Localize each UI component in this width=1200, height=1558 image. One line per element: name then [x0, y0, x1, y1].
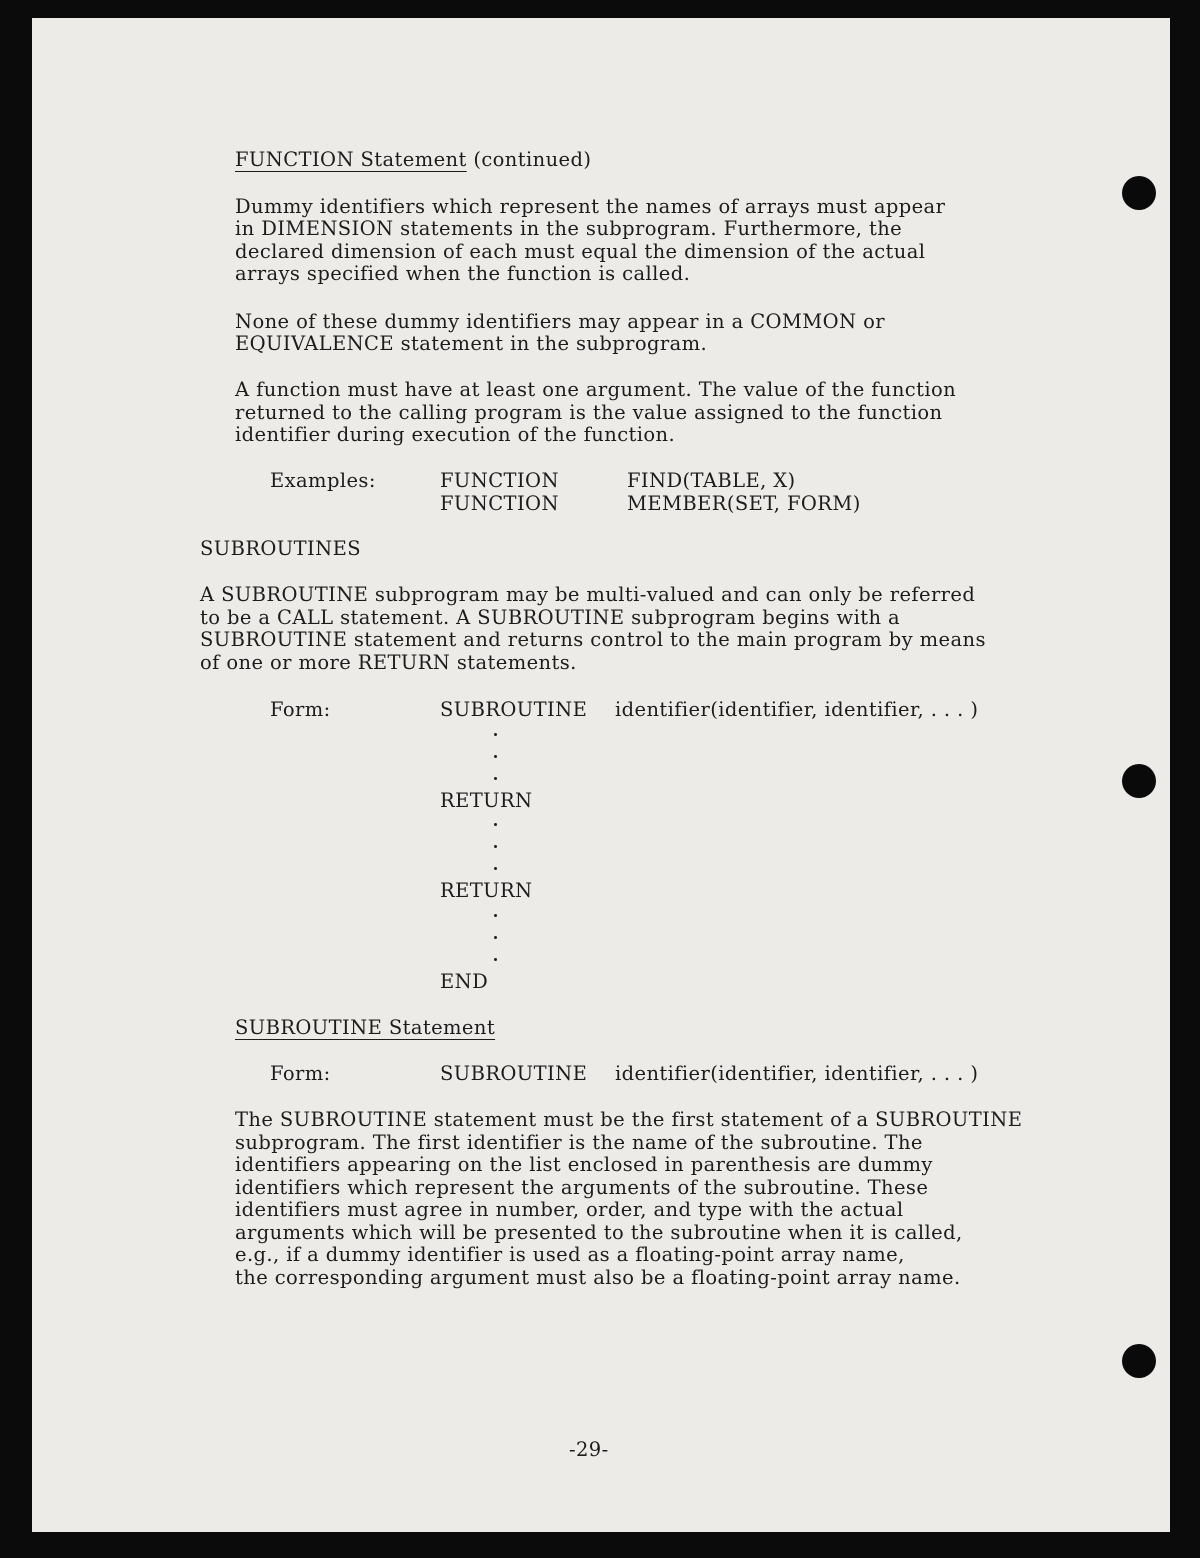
example-keyword: FUNCTION [440, 469, 559, 492]
paragraph-line: EQUIVALENCE statement in the subprogram. [235, 332, 708, 355]
example-keyword: FUNCTION [440, 492, 559, 515]
paragraph-line: identifiers which represent the arguments of the subroutine. These [235, 1176, 929, 1199]
form-keyword: SUBROUTINE [440, 698, 588, 721]
paragraph-line: returned to the calling program is the value assigned to the function [235, 401, 943, 424]
return-keyword: RETURN [440, 879, 533, 902]
section-heading-subroutines: SUBROUTINES [200, 537, 361, 560]
paragraph-line: identifier during execution of the function. [235, 423, 676, 446]
form-label: Form: [270, 1062, 331, 1085]
punch-hole [1122, 1344, 1156, 1378]
punch-hole [1122, 176, 1156, 210]
form-value: identifier(identifier, identifier, . . . ) [615, 698, 979, 721]
paragraph-line: identifiers must agree in number, order, and type with the actual [235, 1198, 904, 1221]
paragraph-line: to be a CALL statement. A SUBROUTINE subprogram begins with a [200, 606, 901, 629]
paragraph-line: in DIMENSION statements in the subprogram. Furthermore, the [235, 217, 903, 240]
examples-label: Examples: [270, 469, 376, 492]
form-value: identifier(identifier, identifier, . . . ) [615, 1062, 979, 1085]
form-label: Form: [270, 698, 331, 721]
example-value: FIND(TABLE, X) [627, 469, 796, 492]
return-keyword: RETURN [440, 789, 533, 812]
paragraph-line: Dummy identifiers which represent the names of arrays must appear [235, 195, 946, 218]
paragraph-line: subprogram. The first identifier is the name of the subroutine. The [235, 1131, 923, 1154]
paragraph-line: the corresponding argument must also be a floating-point array name. [235, 1266, 961, 1289]
heading-function-label: FUNCTION Statement [235, 148, 467, 171]
form-keyword: SUBROUTINE [440, 1062, 588, 1085]
paragraph-line: declared dimension of each must equal the dimension of the actual [235, 240, 926, 263]
page-number: -29- [569, 1438, 609, 1461]
punch-hole [1122, 764, 1156, 798]
paragraph-line: arguments which will be presented to the subroutine when it is called, [235, 1221, 963, 1244]
paragraph-line: arrays specified when the function is called. [235, 262, 691, 285]
paragraph-line: A SUBROUTINE subprogram may be multi-valued and can only be referred [200, 583, 976, 606]
paragraph-line: The SUBROUTINE statement must be the first statement of a SUBROUTINE [235, 1108, 1023, 1131]
paragraph-line: of one or more RETURN statements. [200, 651, 577, 674]
example-value: MEMBER(SET, FORM) [627, 492, 861, 515]
section-heading-function [235, 148, 591, 171]
paragraph-line: SUBROUTINE statement and returns control to the main program by means [200, 628, 986, 651]
paragraph-line: e.g., if a dummy identifier is used as a floating-point array name, [235, 1243, 905, 1266]
heading-function-suffix: (continued) [466, 148, 592, 171]
section-heading-subroutine-statement: SUBROUTINE Statement [235, 1016, 496, 1039]
paragraph-line: identifiers appearing on the list enclosed in parenthesis are dummy [235, 1153, 933, 1176]
document-page [32, 18, 1170, 1532]
paragraph-line: None of these dummy identifiers may appear in a COMMON or [235, 310, 885, 333]
paragraph-line: A function must have at least one argument. The value of the function [235, 378, 957, 401]
end-keyword: END [440, 970, 489, 993]
